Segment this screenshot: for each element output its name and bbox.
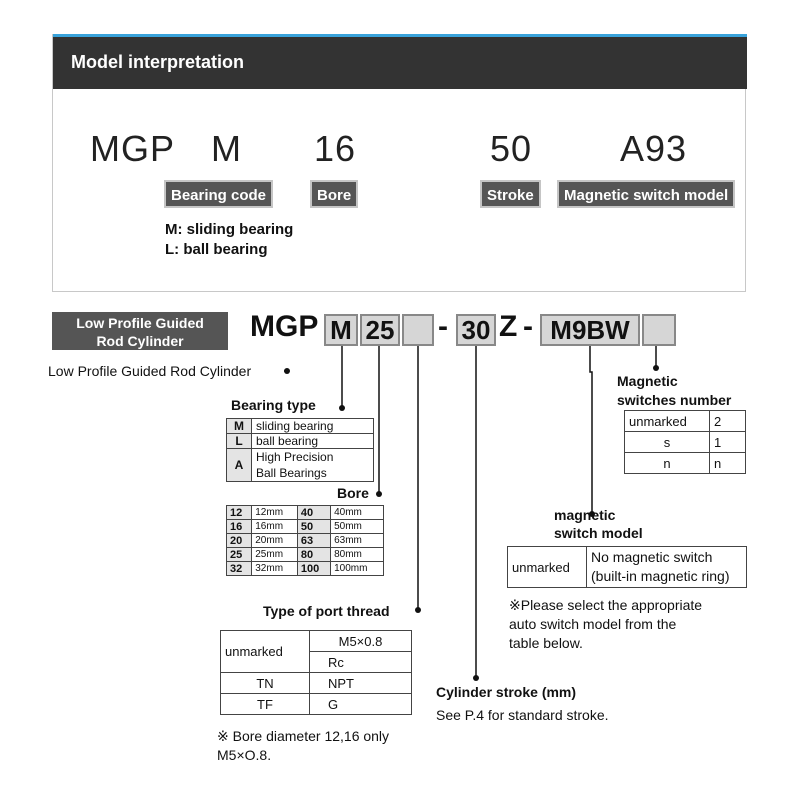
port-thread-table: [220, 630, 412, 715]
thread-note-1: ※ Bore diameter 12,16 only: [217, 728, 390, 744]
label-bore: Bore: [310, 180, 358, 208]
switch-model-table: [507, 546, 747, 588]
bore-size: 40mm: [331, 506, 384, 520]
switch-desc: [587, 547, 747, 588]
thread-code-tn: TN: [221, 673, 310, 694]
switch-model-title-2: switch model: [554, 525, 643, 541]
bore-code: 63: [297, 534, 330, 548]
switch-count-title-2: switches number: [617, 392, 732, 408]
bore-dot: [376, 491, 382, 497]
bore-title: Bore: [337, 485, 369, 501]
bore-size: 80mm: [331, 548, 384, 562]
bore-size: 20mm: [252, 534, 298, 548]
bore-size: 50mm: [331, 520, 384, 534]
bore-table: [226, 505, 384, 576]
switch-model-title-1: magnetic: [554, 507, 616, 523]
bore-size: 25mm: [252, 548, 298, 562]
thread-code-unmarked: unmarked: [221, 631, 310, 673]
thread-type-npt: NPT: [310, 673, 412, 694]
thread-type-rc: Rc: [310, 652, 412, 673]
table-row: [227, 534, 384, 548]
note-ball: L: ball bearing: [165, 241, 268, 258]
bore-size: 63mm: [331, 534, 384, 548]
table-row: [227, 562, 384, 576]
product-label-line2: Rod Cylinder: [96, 333, 184, 349]
count-value: 1: [710, 432, 746, 453]
bore-size: 32mm: [252, 562, 298, 576]
count-code: s: [625, 432, 710, 453]
table-row: [625, 411, 746, 432]
bore-code: 50: [297, 520, 330, 534]
stroke-note: See P.4 for standard stroke.: [436, 707, 609, 723]
example-bore: 16: [314, 128, 357, 169]
product-caption: Low Profile Guided Rod Cylinder: [48, 363, 252, 379]
bearing-type-title: Bearing type: [231, 397, 316, 413]
example-bearing: M: [211, 128, 242, 169]
bore-code: 16: [227, 520, 252, 534]
stroke-dot: [473, 675, 479, 681]
count-code: unmarked: [625, 411, 710, 432]
bore-code: 32: [227, 562, 252, 576]
caption-dot: [284, 368, 290, 374]
bore-size: 100mm: [331, 562, 384, 576]
switch-note-3: table below.: [509, 635, 583, 651]
bore-size: 12mm: [252, 506, 298, 520]
count-value: 2: [710, 411, 746, 432]
code-bore-box: 25: [360, 314, 400, 346]
stroke-title: Cylinder stroke (mm): [436, 684, 577, 700]
switch-desc-line1: No magnetic switch: [591, 549, 713, 565]
bearing-desc-m: sliding bearing: [252, 419, 374, 434]
label-bearing-code: Bearing code: [164, 180, 273, 208]
bore-code: 100: [297, 562, 330, 576]
product-label-line1: Low Profile Guided: [76, 315, 204, 331]
table-row: [625, 432, 746, 453]
bearing-dot: [339, 405, 345, 411]
example-switch: A93: [620, 128, 688, 169]
switch-desc-line2: (built-in magnetic ring): [591, 568, 730, 584]
switch-code-unmarked: unmarked: [508, 547, 587, 588]
table-row: [227, 548, 384, 562]
thread-type-g: G: [310, 694, 412, 715]
bore-code: 80: [297, 548, 330, 562]
switch-count-table: [624, 410, 746, 474]
thread-code-tf: TF: [221, 694, 310, 715]
code-switch-box: M9BW: [540, 314, 640, 346]
note-sliding: M: sliding bearing: [165, 221, 294, 238]
switch-note-2: auto switch model from the: [509, 616, 677, 632]
code-z: Z: [499, 310, 518, 343]
thread-note-2: M5×O.8.: [217, 747, 272, 763]
bore-code: 40: [297, 506, 330, 520]
code-prefix: MGP: [250, 310, 319, 343]
bearing-desc-a-line1: High Precision: [256, 450, 334, 464]
table-row: [625, 453, 746, 474]
bearing-code-m: M: [227, 419, 252, 434]
bearing-desc-l: ball bearing: [252, 434, 374, 449]
thread-dot: [415, 607, 421, 613]
bearing-type-table: [226, 418, 374, 482]
bore-code: 25: [227, 548, 252, 562]
count-value: n: [710, 453, 746, 474]
count-dot: [653, 365, 659, 371]
port-thread-title: Type of port thread: [263, 603, 390, 619]
switch-note-1: ※Please select the appropriate: [509, 597, 703, 613]
thread-type-m5: M5×0.8: [310, 631, 412, 652]
bearing-desc-a-line2: Ball Bearings: [256, 466, 327, 480]
example-stroke: 50: [490, 128, 533, 169]
bore-code: 12: [227, 506, 252, 520]
label-switch-model: Magnetic switch model: [557, 180, 735, 208]
panel-title: Model interpretation: [71, 52, 245, 72]
bearing-code-l: L: [227, 434, 252, 449]
bearing-desc-a: [252, 449, 374, 482]
example-series: MGP: [90, 128, 176, 169]
label-stroke: Stroke: [480, 180, 541, 208]
count-code: n: [625, 453, 710, 474]
bore-code: 20: [227, 534, 252, 548]
table-row: [227, 506, 384, 520]
bearing-code-a: A: [227, 449, 252, 482]
code-bearing-box: M: [324, 314, 358, 346]
code-dash1: -: [438, 310, 448, 343]
bore-size: 16mm: [252, 520, 298, 534]
code-dash2: -: [523, 310, 533, 343]
table-row: [227, 520, 384, 534]
switch-count-title-1: Magnetic: [617, 373, 678, 389]
code-stroke-box: 30: [456, 314, 496, 346]
